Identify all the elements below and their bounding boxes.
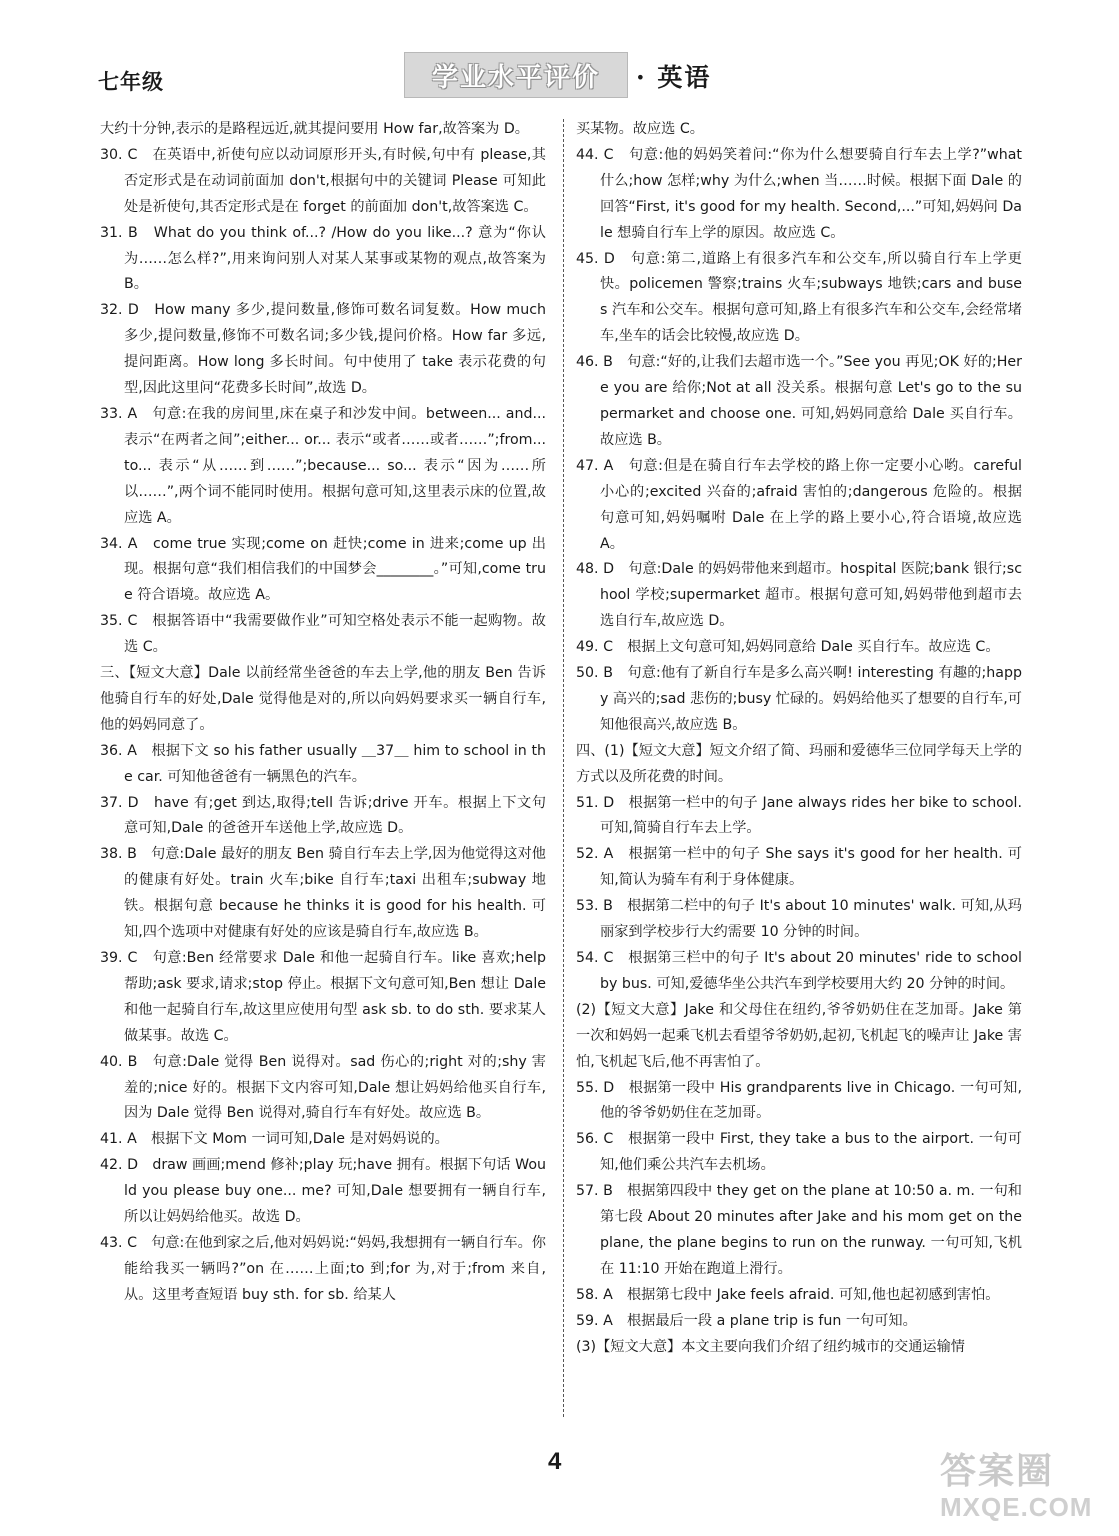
column-divider bbox=[563, 119, 564, 1417]
left-column bbox=[100, 117, 546, 1309]
answer-paragraph: 39. C 句意:Ben 经常要求 Dale 和他一起骑自行车。like 喜欢;help 帮助;ask 要求,请求;stop 停止。根据下文句意可知,Ben 想让 Dale 和他一起骑自行车,故这里应使用句型 ask sb. to do sth. 要求某人做某事。故选 C。 bbox=[100, 950, 546, 1044]
answer-paragraph: (2)【短文大意】Jake 和父母住在纽约,爷爷奶奶住在芝加哥。Jake 第一次和妈妈一起乘飞机去看望爷爷奶奶,起初,飞机起飞的噪声让 Jake 害怕,飞机起飞后,他不再害怕了。 bbox=[576, 1001, 1022, 1070]
answer-paragraph: 47. A 句意:但是在骑自行车去学校的路上你一定要小心哟。careful 小心的;excited 兴奋的;afraid 害怕的;dangerous 危险的。根据句意可知,妈妈嘱咐 Dale 在上学的路上要小心,符合语境,故应选 A。 bbox=[576, 457, 1022, 552]
answer-paragraph: 43. C 句意:在他到家之后,他对妈妈说:“妈妈,我想拥有一辆自行车。你能给我买一辆吗?”on 在……上面;to 到;for 为,对于;from 来自,从。这里考查短语 buy sth. for sb. 给某人 bbox=[100, 1234, 546, 1303]
answer-paragraph: 37. D have 有;get 到达,取得;tell 告诉;drive 开车。根据上下文句意可知,Dale 的爸爸开车送他上学,故应选 D。 bbox=[100, 794, 546, 837]
grade-label: 七年级 bbox=[98, 69, 164, 94]
watermark-glyph-1: 答 bbox=[940, 1451, 977, 1492]
answer-paragraph: 49. C 根据上文句意可知,妈妈同意给 Dale 买自行车。故应选 C。 bbox=[576, 639, 1000, 656]
answer-paragraph: 38. B 句意:Dale 最好的朋友 Ben 骑自行车去上学,因为他觉得这对他的健康有好处。train 火车;bike 自行车;taxi 出租车;subway 地铁。根据句意 because he thinks it is good for his health. 可知,四个选项中对健康有好处的应该是骑自行车,故应选 B。 bbox=[100, 846, 546, 941]
subject-label: · 英语 bbox=[636, 63, 712, 92]
answer-paragraph: 56. C 根据第一段中 First, they take a bus to the airport. 一句可知,他们乘公共汽车去机场。 bbox=[576, 1131, 1022, 1174]
answer-paragraph: 48. D 句意:Dale 的妈妈带他来到超市。hospital 医院;bank 银行;school 学校;supermarket 超市。根据句意可知,妈妈带他到超市去选自行车,故应选 D。 bbox=[576, 561, 1022, 630]
answer-paragraph: 42. D draw 画画;mend 修补;play 玩;have 拥有。根据下句话 Would you please buy one... me? 可知,Dale 想要拥有一辆自行车,所以让妈妈给他买。故选 D。 bbox=[100, 1157, 546, 1226]
answer-paragraph: 52. A 根据第一栏中的句子 She says it's good for her health. 可知,简认为骑车有利于身体健康。 bbox=[576, 846, 1022, 889]
watermark-glyph-2: 案 bbox=[978, 1451, 1015, 1492]
watermark-glyph-3: 圈 bbox=[1016, 1451, 1053, 1492]
page-number: 4 bbox=[548, 1448, 562, 1475]
answer-paragraph: 51. D 根据第一栏中的句子 Jane always rides her bike to school. 可知,简骑自行车去上学。 bbox=[576, 794, 1022, 837]
answer-paragraph: 大约十分钟,表示的是路程远近,就其提问要用 How far,故答案为 D。 bbox=[100, 121, 529, 137]
answer-paragraph: 54. C 根据第三栏中的句子 It's about 20 minutes' ride to school by bus. 可知,爱德华坐公共汽车到学校要用大约 20 分钟的时间。 bbox=[576, 950, 1022, 992]
watermark-url: MXQE.COM bbox=[940, 1492, 1093, 1522]
answer-paragraph: 59. A 根据最后一段 a plane trip is fun 一句可知。 bbox=[576, 1312, 917, 1329]
answer-paragraph: 34. A come true 实现;come on 赶快;come in 进来;come up 出现。根据句意“我们相信我们的中国梦会________。”可知,come true 符合语境。故应选 A。 bbox=[100, 535, 546, 604]
answer-paragraph: 30. C 在英语中,祈使句应以动词原形开头,有时候,句中有 please,其否定形式是在动词前面加 don't,根据句中的关键词 Please 可知此处是祈使句,其否定形式是在 forget 的前面加 don't,故答案选 C。 bbox=[100, 146, 546, 215]
answer-paragraph: 53. B 根据第二栏中的句子 It's about 10 minutes' walk. 可知,从玛丽家到学校步行大约需要 10 分钟的时间。 bbox=[576, 898, 1022, 941]
site-watermark-logo bbox=[940, 1452, 1110, 1528]
answer-paragraph: 四、(1)【短文大意】短文介绍了简、玛丽和爱德华三位同学每天上学的方式以及所花费的时间。 bbox=[576, 742, 1022, 785]
answer-paragraph: 45. D 句意:第二,道路上有很多汽车和公交车,所以骑自行车上学更快。policemen 警察;trains 火车;subways 地铁;cars and buses 汽车和公交车。根据句意可知,路上有很多汽车和公交车,会经常堵车,坐车的话会比较慢,故应选 D。 bbox=[576, 250, 1022, 345]
answer-paragraph: 36. A 根据下文 so his father usually ＿37＿ him to school in the car. 可知他爸爸有一辆黑色的汽车。 bbox=[100, 742, 546, 785]
answer-paragraph: 44. C 句意:他的妈妈笑着问:“你为什么想要骑自行车去上学?”what 什么;how 怎样;why 为什么;when 当……时候。根据下面 Dale 的回答“First, it's good for my health. Second,...”可知,妈妈问 Dale 想骑自行车上学的原因。故应选 C。 bbox=[576, 146, 1022, 241]
title-banner bbox=[404, 52, 628, 98]
banner-title: 学业水平评价 bbox=[431, 62, 600, 93]
answer-paragraph: (3)【短文大意】本文主要向我们介绍了纽约城市的交通运输情 bbox=[576, 1338, 965, 1355]
answer-paragraph: 57. B 根据第四段中 they get on the plane at 10:50 a. m. 一句和第七段 About 20 minutes after Jake and his mom get on the plane, the plane begins to run on the runway. 一句可知,飞机在 11:10 开始在跑道上滑行。 bbox=[576, 1183, 1022, 1277]
answer-paragraph: 32. D How many 多少,提问数量,修饰可数名词复数。How much 多少,提问数量,修饰不可数名词;多少钱,提问价格。How far 多远,提问距离。How long 多长时间。句中使用了 take 表示花费的句型,因此这里问“花费多长时间”,故选 D。 bbox=[100, 302, 546, 397]
answer-paragraph: 33. A 句意:在我的房间里,床在桌子和沙发中间。between... and... 表示“在两者之间”;either... or... 表示“或者……或者……”;from... to... 表示“从……到……”;because... so... 表示“因为……所以……”,两个词不能同时使用。根据句意可知,这里表示床的位置,故应选 A。 bbox=[100, 405, 546, 526]
answer-paragraph: 46. B 句意:“好的,让我们去超市选一个。”See you 再见;OK 好的;Here you are 给你;Not at all 没关系。根据句意 Let's go to the supermarket and choose one. 可知,妈妈同意给 Dale 买自行车。故应选 B。 bbox=[576, 354, 1022, 448]
answer-paragraph: 50. B 句意:他有了新自行车是多么高兴啊! interesting 有趣的;happy 高兴的;sad 悲伤的;busy 忙碌的。妈妈给他买了想要的自行车,可知他很高兴,故应选 B。 bbox=[576, 665, 1022, 733]
answer-paragraph: 41. A 根据下文 Mom 一词可知,Dale 是对妈妈说的。 bbox=[100, 1131, 449, 1148]
answer-paragraph: 三、【短文大意】Dale 以前经常坐爸爸的车去上学,他的朋友 Ben 告诉他骑自行车的好处,Dale 觉得他是对的,所以向妈妈要求买一辆自行车,他的妈妈同意了。 bbox=[100, 665, 546, 733]
answer-paragraph: 40. B 句意:Dale 觉得 Ben 说得对。sad 伤心的;right 对的;shy 害羞的;nice 好的。根据下文内容可知,Dale 想让妈妈给他买自行车,因为 Dale 觉得 Ben 说得对,骑自行车有好处。故应选 B。 bbox=[100, 1053, 546, 1122]
answer-paragraph: 35. C 根据答语中“我需要做作业”可知空格处表示不能一起购物。故选 C。 bbox=[100, 613, 546, 656]
answer-paragraph: 买某物。故应选 C。 bbox=[576, 121, 704, 137]
answer-paragraph: 31. B What do you think of...? /How do you like...? 意为“你认为……怎么样?”,用来询问别人对某人某事或某物的观点,故答案为 B。 bbox=[100, 224, 546, 293]
page-header bbox=[0, 48, 1119, 100]
right-column bbox=[576, 117, 1022, 1361]
answer-paragraph: 58. A 根据第七段中 Jake feels afraid. 可知,他也起初感到害怕。 bbox=[576, 1286, 1000, 1303]
answer-paragraph: 55. D 根据第一段中 His grandparents live in Chicago. 一句可知,他的爷爷奶奶住在芝加哥。 bbox=[576, 1079, 1022, 1122]
